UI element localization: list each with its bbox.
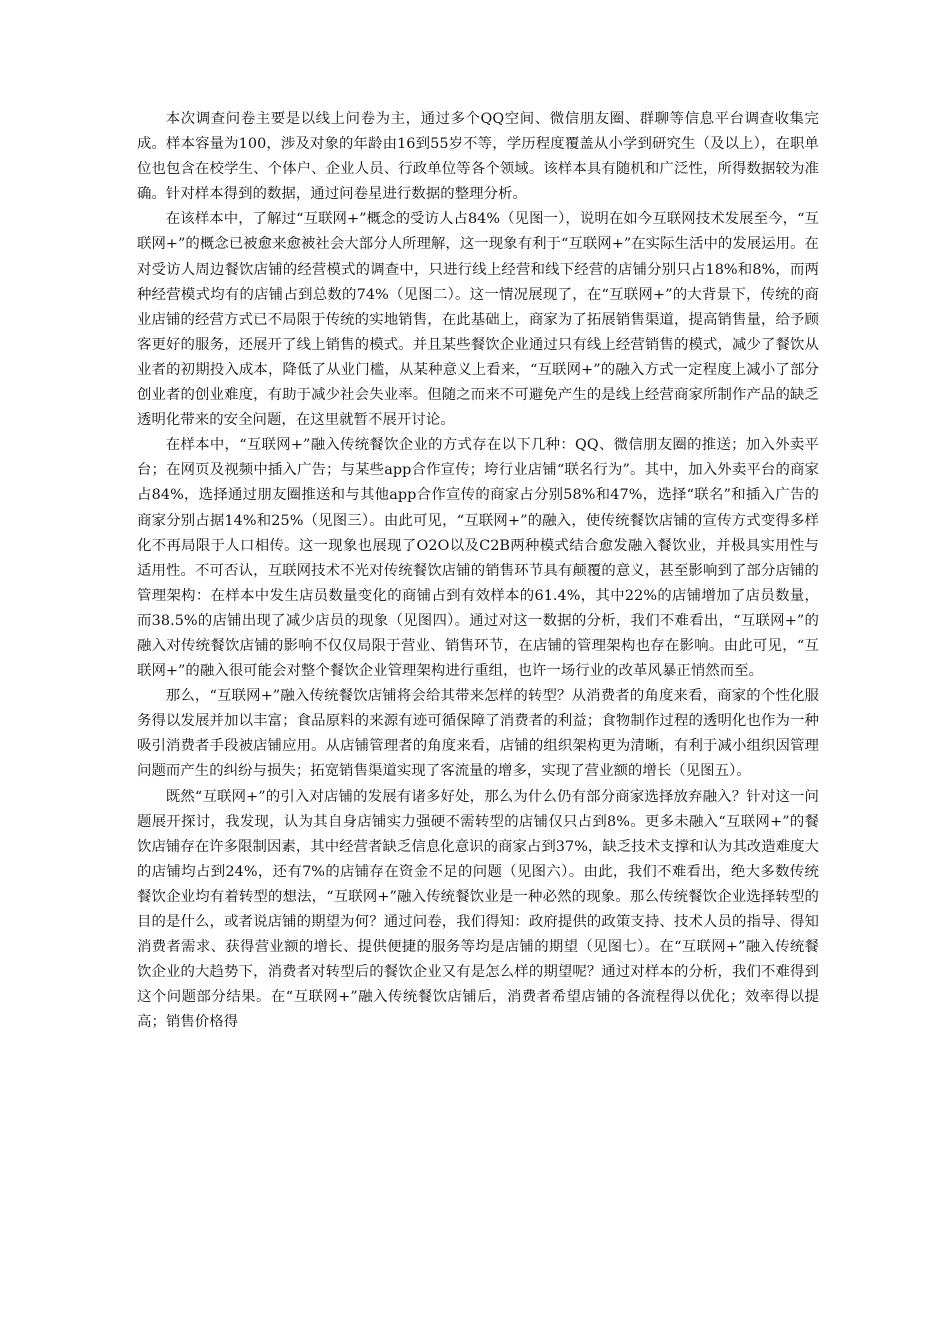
paragraph-business-model: 在该样本中，了解过“互联网+”概念的受访人占84%（见图一），说明在如今互联网技术发展至今，“互联网+”的概念已被愈来愈被社会大部分人所理解，这一现象有利于“互联网+”在实际生活中的发展运用。在对受访人周边餐饮店铺的经营模式的调查中，只进行线上经营和线下经营的店铺分别只占18%和8%，而两种经营模式均有的店铺占到总数的74%（见图二）。这一情况展现了，在“互联网+”的大背景下，传统的商业店铺的经营方式已不局限于传统的实地销售，在此基础上，商家为了拓展销售渠道，提高销售量，给予顾客更好的服务，还展开了线上销售的模式。并且某些餐饮企业通过只有线上经营销售的模式，减少了餐饮从业者的初期投入成本，降低了从业门槛，从某种意义上看来，“互联网+”的融入方式一定程度上减小了部分创业者的创业难度，有助于减少社会失业率。但随之而来不可避免产生的是线上经营商家所制作产品的缺乏透明化带来的安全问题，在这里就暂不展开讨论。 — [137, 211, 819, 429]
paragraph-integration-methods: 在样本中，“互联网+”融入传统餐饮企业的方式存在以下几种：QQ、微信朋友圈的推送；加入外卖平台；在网页及视频中插入广告；与某些app合作宣传；垮行业店铺“联名行为”。其中，加入外卖平台的商家占84%，选择通过朋友圈推送和与其他app合作宣传的商家占分别58%和47%，选择“联名”和插入广告的商家分别占据14%和25%（见图三）。由此可见，“互联网+”的融入，使传统餐饮店铺的宣传方式变得多样化不再局限于人口相传。这一现象也展现了O2O以及C2B两种模式结合愈发融入餐饮业，并极具实用性与适用性。不可否认，互联网技术不光对传统餐饮店铺的销售环节具有颠覆的意义，甚至影响到了部分店铺的管理架构：在样本中发生店员数量变化的商铺占到有效样本的61.4%，其中22%的店铺增加了店员数量，而38.5%的店铺出现了减少店员的现象（见图四）。通过对这一数据的分析，我们不难看出，“互联网+”的融入对传统餐饮店铺的影响不仅仅局限于营业、销售环节，在店铺的管理架构也存在影响。由此可见，“互联网+”的融入很可能会对整个餐饮企业管理架构进行重组，也许一场行业的改革风暴正悄然而至。 — [137, 437, 819, 680]
paragraph-barriers-expectations: 既然“互联网+”的引入对店铺的发展有诸多好处，那么为什么仍有部分商家选择放弃融入？针对这一问题展开探讨，我发现，认为其自身店铺实力强硬不需转型的店铺仅只占到8%。更多未融入“互联网+”的餐饮店铺存在许多限制因素，其中经营者缺乏信息化意识的商家占到37%，缺乏技术支撑和认为其改造难度大的店铺均占到24%，还有7%的店铺存在资金不足的问题（见图六）。由此，我们不难看出，绝大多数传统餐饮企业均有着转型的想法，“互联网+”融入传统餐饮业是一种必然的现象。那么传统餐饮企业选择转型的目的是什么，或者说店铺的期望为何？通过问卷，我们得知：政府提供的政策支持、技术人员的指导、得知消费者需求、获得营业额的增长、提供便捷的服务等均是店铺的期望（见图七）。在“互联网+”融入传统餐饮企业的大趋势下，消费者对转型后的餐饮企业又有是怎么样的期望呢？通过对样本的分析，我们不难得到这个问题部分结果。在“互联网+”融入传统餐饮店铺后，消费者希望店铺的各流程得以优化；效率得以提高；销售价格得 — [137, 788, 819, 1031]
document-page — [137, 107, 819, 1035]
paragraph-transformation: 那么，“互联网+”融入传统餐饮店铺将会给其带来怎样的转型？从消费者的角度来看，商家的个性化服务得以发展并加以丰富；食品原料的来源有迹可循保障了消费者的利益；食物制作过程的透明化也作为一种吸引消费者手段被店铺应用。从店铺管理者的角度来看，店铺的组织架构更为清晰，有利于减小组织因管理问题而产生的纠纷与损失；拓宽销售渠道实现了客流量的增多，实现了营业额的增长（见图五）。 — [137, 688, 819, 780]
paragraph-survey-method: 本次调查问卷主要是以线上问卷为主，通过多个QQ空间、微信朋友圈、群聊等信息平台调查收集完成。样本容量为100，涉及对象的年龄由16到55岁不等，学历程度覆盖从小学到研究生（及以上），在职单位也包含在校学生、个体户、企业人员、行政单位等各个领域。该样本具有随机和广泛性，所得数据较为准确。针对样本得到的数据，通过问卷星进行数据的整理分析。 — [137, 111, 819, 203]
